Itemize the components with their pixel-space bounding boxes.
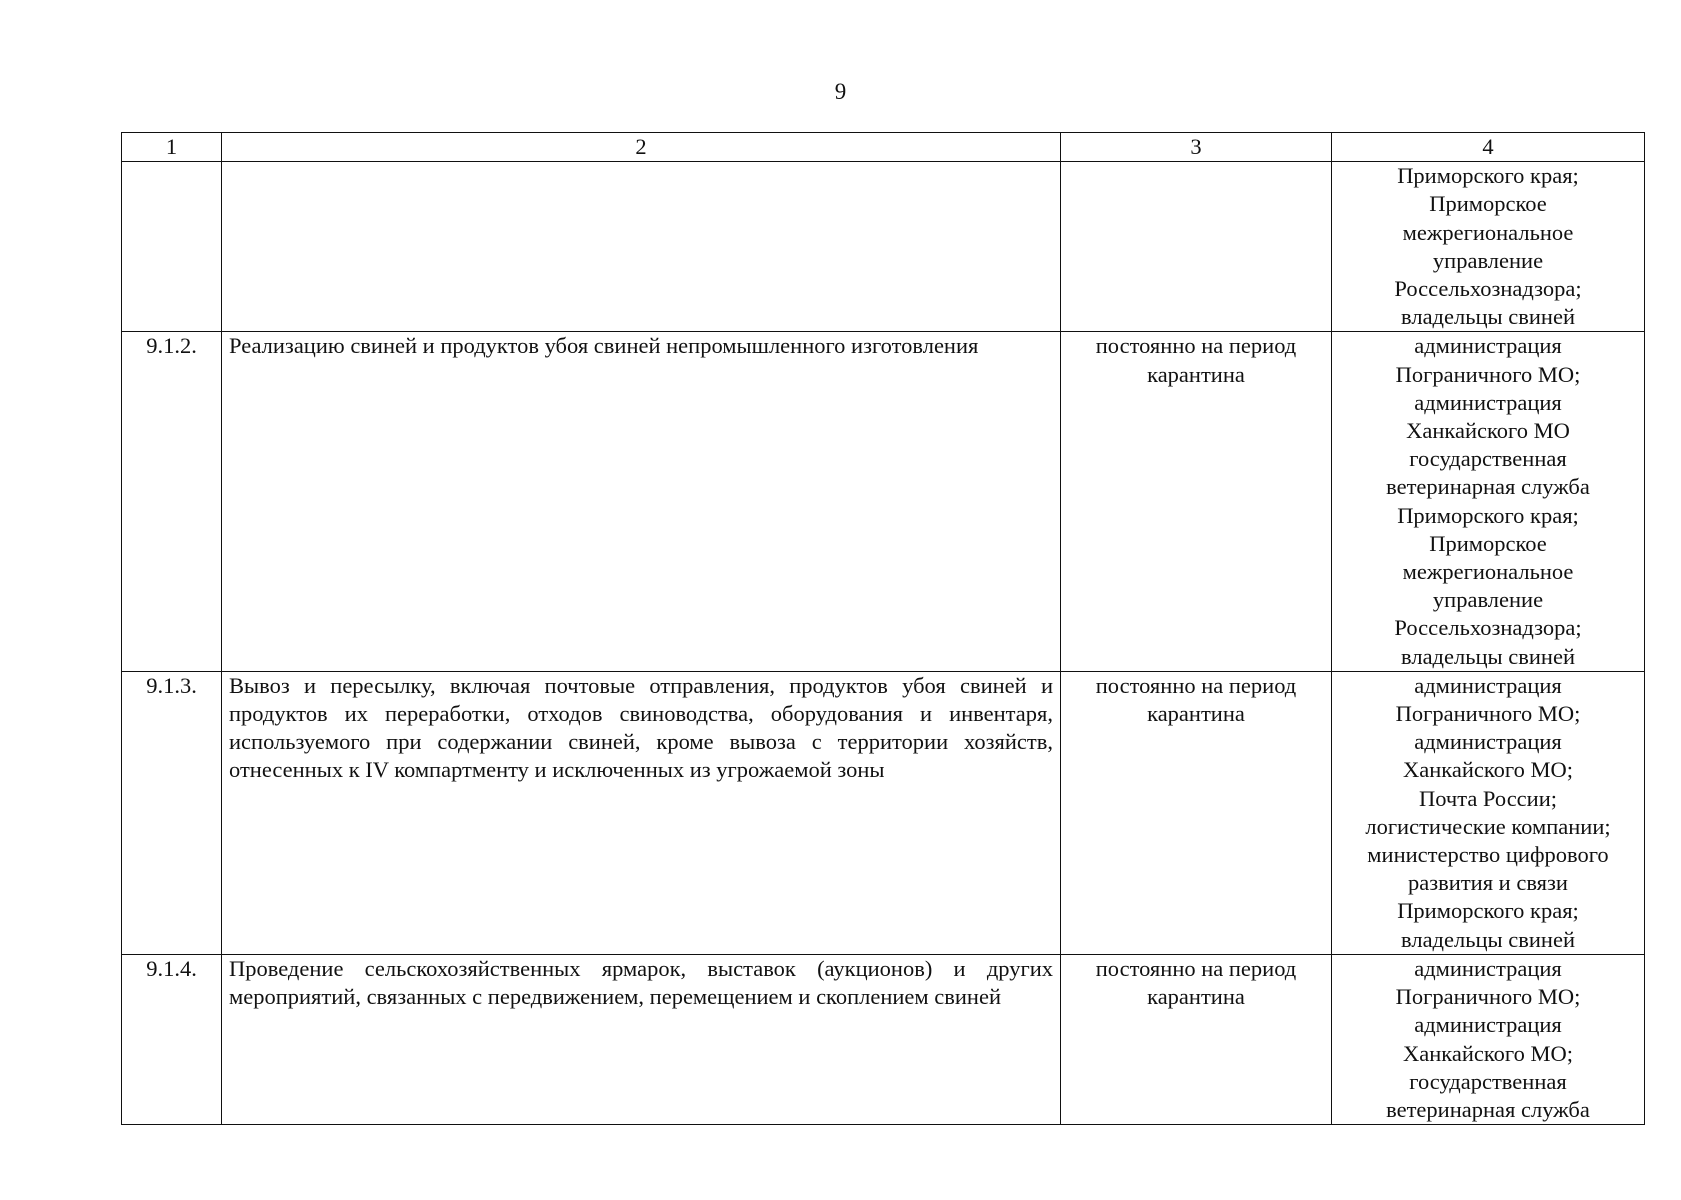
responsible-line: администрация [1414, 955, 1562, 981]
header-cell-2: 2 [222, 133, 1061, 162]
responsible-line: владельцы свиней [1401, 926, 1575, 952]
row-description: Реализацию свиней и продуктов убоя свиней непромышленного изготовления [222, 332, 1061, 671]
responsible-line: Приморского края; [1397, 502, 1579, 528]
table-row [122, 671, 1645, 954]
period-line: постоянно на период [1095, 955, 1297, 981]
row-number: 9.1.2. [122, 332, 222, 671]
responsible-line: Пограничного МО; [1395, 984, 1581, 1010]
responsible-line: администрация [1414, 672, 1562, 698]
responsible-line: владельцы свиней [1401, 304, 1575, 330]
row-number [122, 162, 222, 332]
table-row [122, 162, 1645, 332]
responsible-line: Пограничного МО; [1395, 701, 1581, 727]
responsible-line: Приморское [1429, 530, 1547, 556]
row-responsible [1332, 954, 1645, 1124]
responsible-line: Ханкайского МО; [1403, 757, 1573, 783]
row-responsible [1332, 162, 1645, 332]
row-number: 9.1.3. [122, 671, 222, 954]
responsible-line: администрация [1414, 1012, 1562, 1038]
row-period [1061, 671, 1332, 954]
table-row [122, 332, 1645, 671]
responsible-line: Почта России; [1418, 785, 1558, 811]
header-cell-4: 4 [1332, 133, 1645, 162]
responsible-line: Приморское [1429, 191, 1547, 217]
responsible-line: государственная [1409, 446, 1567, 472]
row-period [1061, 954, 1332, 1124]
table-row [122, 954, 1645, 1124]
row-period [1061, 332, 1332, 671]
responsible-line: администрация [1414, 333, 1562, 359]
responsible-line: министерство цифрового [1367, 842, 1609, 868]
row-responsible [1332, 671, 1645, 954]
responsible-line: межрегиональное [1402, 219, 1574, 245]
header-cell-1: 1 [122, 133, 222, 162]
responsible-line: Пограничного МО; [1395, 361, 1581, 387]
responsible-line: логистические компании; [1365, 813, 1611, 839]
responsible-line: управление [1432, 247, 1544, 273]
row-responsible [1332, 332, 1645, 671]
period-line: постоянно на период [1095, 672, 1297, 698]
row-number: 9.1.4. [122, 954, 222, 1124]
row-period [1061, 162, 1332, 332]
responsible-line: Приморского края; [1397, 163, 1579, 189]
header-cell-3: 3 [1061, 133, 1332, 162]
measures-table [121, 132, 1645, 1125]
row-description: Вывоз и пересылку, включая почтовые отправления, продуктов убоя свиней и продуктов их переработки, отходов свиноводства, оборудования и инвентаря, используемого при содержании свиней, кроме вывоза с территории хозяйств, отнесенных к IV компартменту и исключенных из угрожаемой зоны [222, 671, 1061, 954]
responsible-line: Ханкайского МО; [1403, 1040, 1573, 1066]
period-line: постоянно на период [1095, 333, 1297, 359]
period-line: карантина [1147, 361, 1245, 387]
responsible-line: Россельхознадзора; [1394, 276, 1582, 302]
responsible-line: ветеринарная служба [1386, 1096, 1590, 1122]
page-number: 9 [834, 79, 847, 104]
responsible-line: развития и связи [1408, 870, 1568, 896]
responsible-line: ветеринарная служба [1386, 474, 1590, 500]
responsible-line: управление [1432, 587, 1544, 613]
period-line: карантина [1147, 701, 1245, 727]
responsible-line: администрация [1414, 729, 1562, 755]
table-header-row [122, 133, 1645, 162]
responsible-line: Россельхознадзора; [1394, 615, 1582, 641]
period-line: карантина [1147, 984, 1245, 1010]
responsible-line: межрегиональное [1402, 559, 1574, 585]
responsible-line: государственная [1409, 1068, 1567, 1094]
responsible-line: Ханкайского МО [1406, 418, 1570, 444]
row-description [222, 162, 1061, 332]
responsible-line: владельцы свиней [1401, 643, 1575, 669]
row-description: Проведение сельскохозяйственных ярмарок, выставок (аукционов) и других мероприятий, связанных с передвижением, перемещением и скоплением свиней [222, 954, 1061, 1124]
responsible-line: Приморского края; [1397, 898, 1579, 924]
responsible-line: администрация [1414, 389, 1562, 415]
